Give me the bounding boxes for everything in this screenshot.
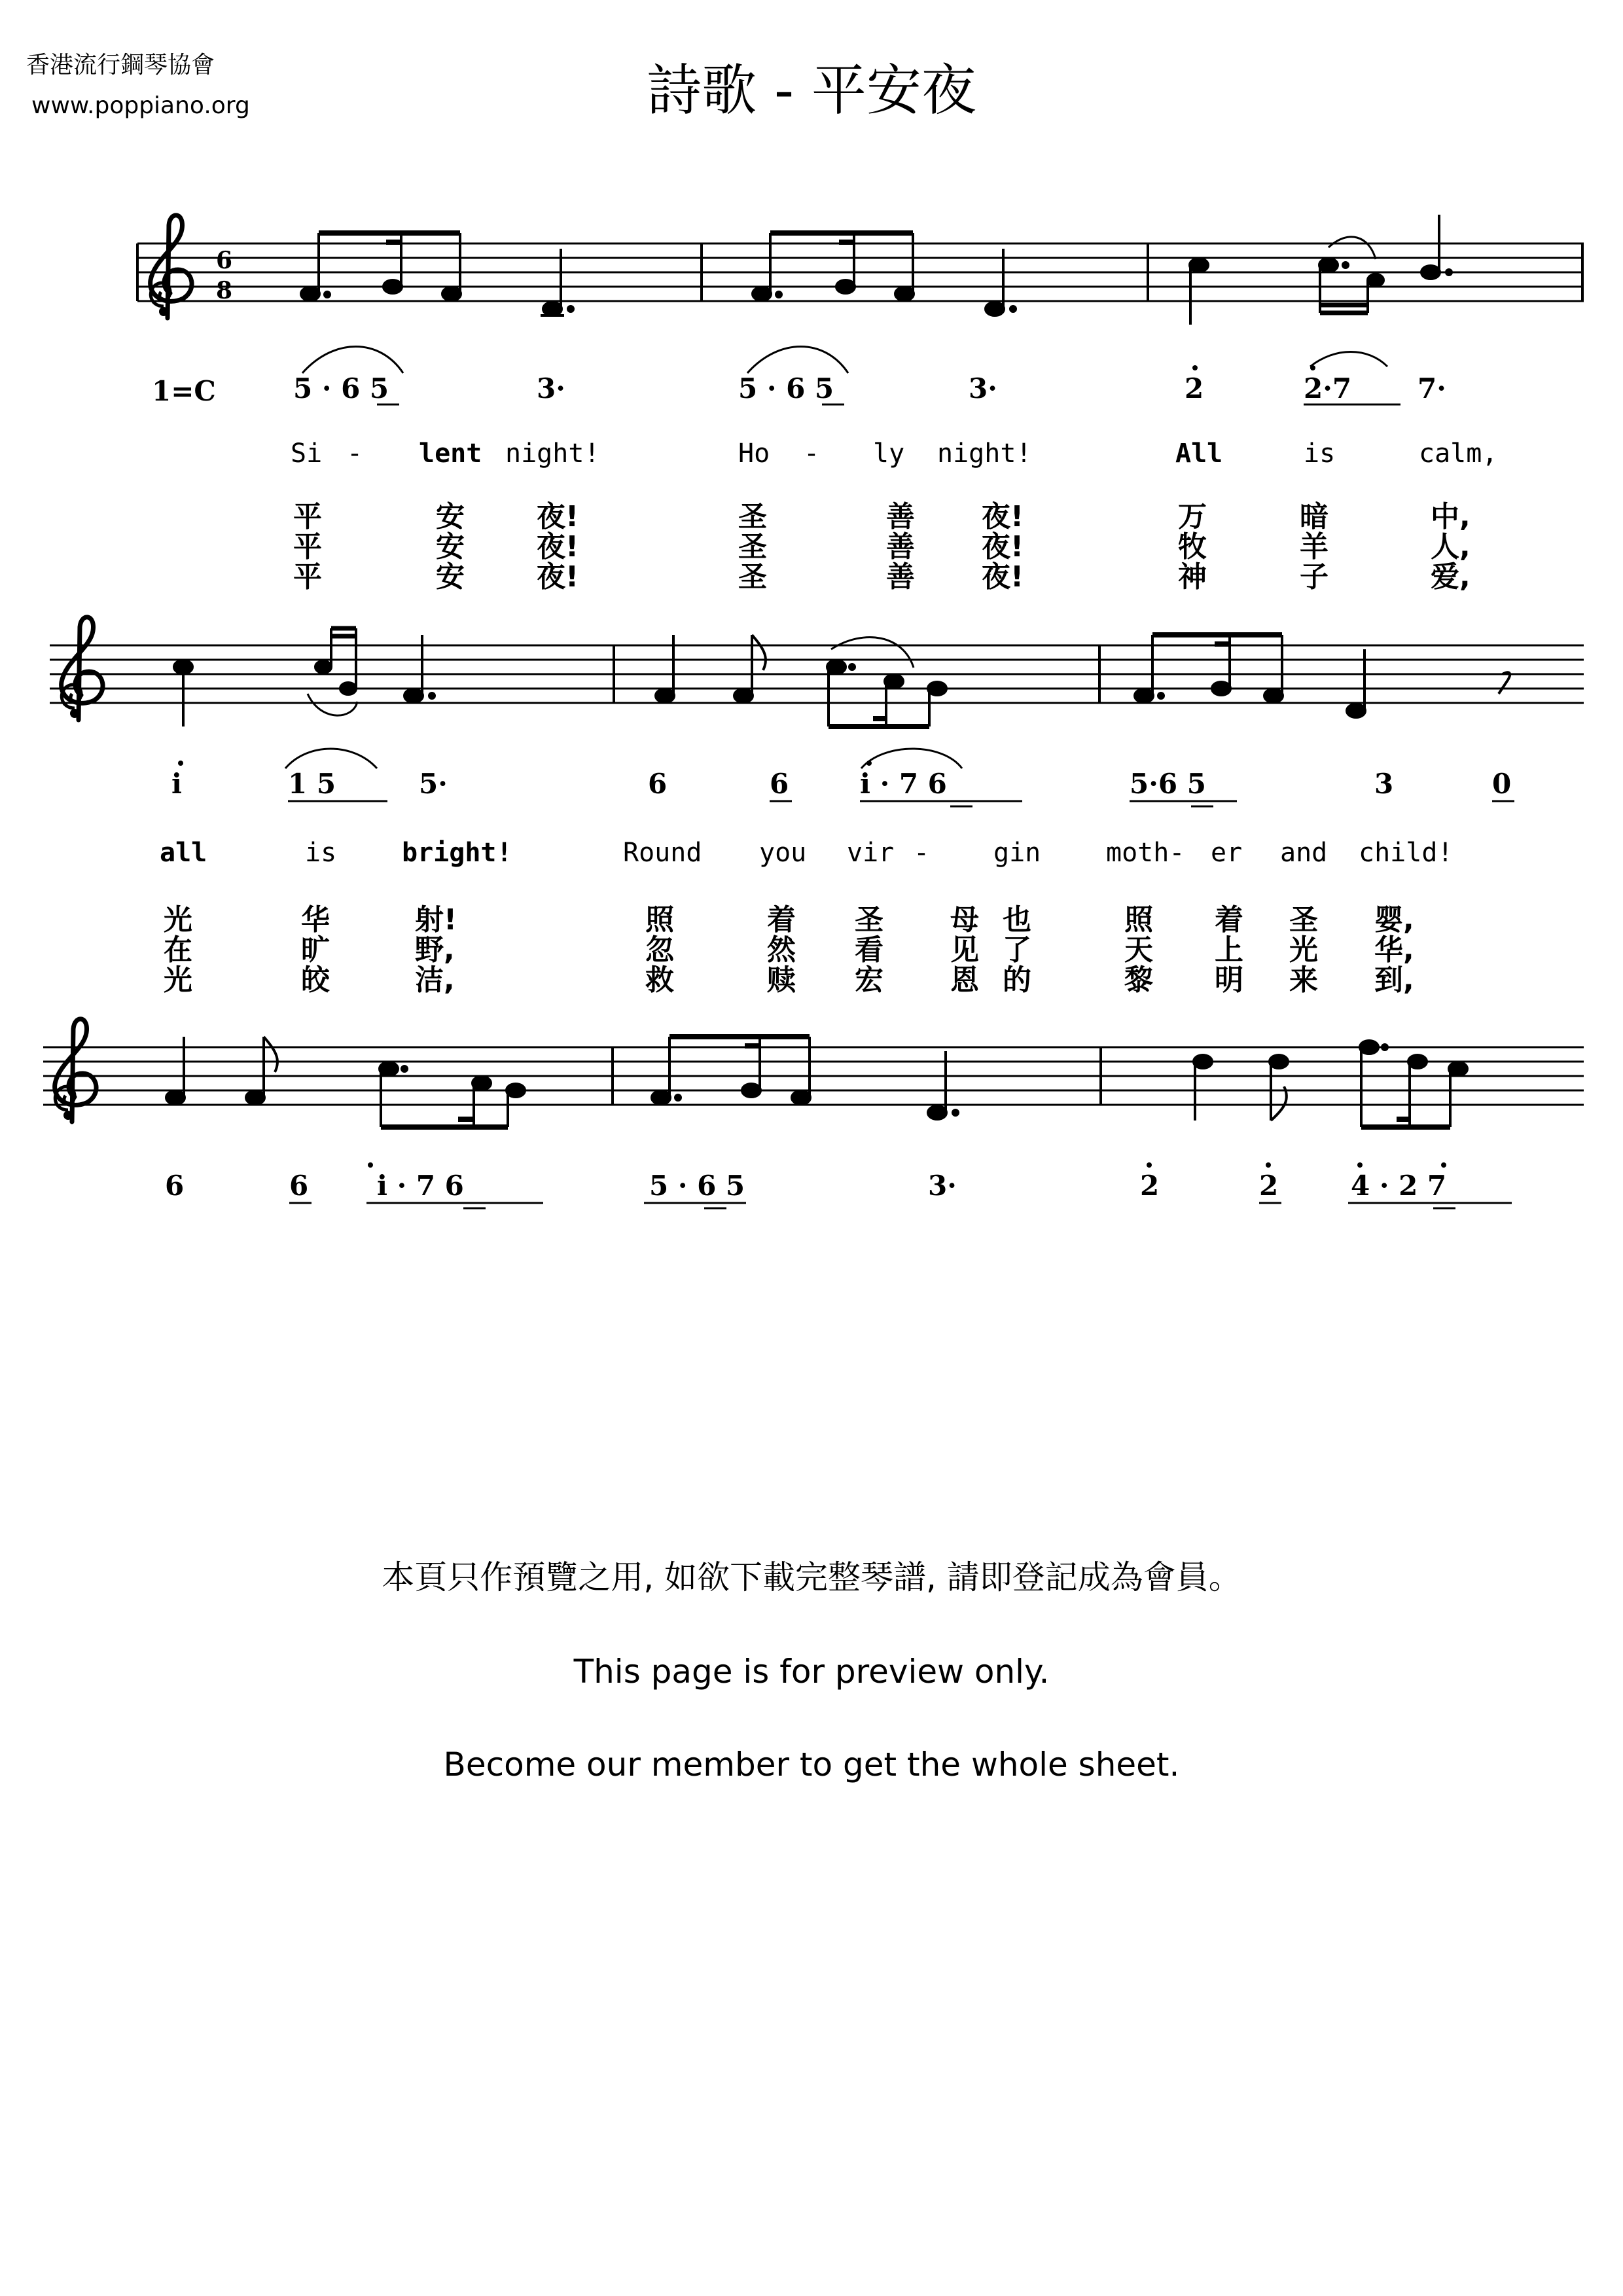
treble-clef-icon (62, 617, 103, 720)
lyric: 善 (886, 500, 915, 533)
lyric: 到, (1374, 963, 1414, 997)
lyric: bright! (402, 838, 512, 868)
jianpu-group: 6 (289, 1170, 309, 1202)
notes-measure-6 (1135, 635, 1510, 717)
jianpu-group: 7· (1418, 372, 1446, 404)
lyric: 皎 (301, 963, 330, 997)
jianpu-group: 2·7 (1304, 372, 1352, 404)
lyric: 夜! (982, 500, 1024, 533)
lyric: 洁, (415, 963, 455, 997)
page-title: 詩歌 - 平安夜 (647, 58, 976, 122)
lyric: 安 (436, 560, 465, 594)
lyric: is (305, 838, 337, 868)
staff-system-1 (137, 215, 1584, 594)
lyric: 恩 (950, 963, 979, 997)
jianpu-group: 3· (537, 372, 565, 404)
lyric: 来 (1289, 963, 1318, 997)
jianpu-group: 5 · 6 5 (293, 372, 389, 404)
jianpu-group: 3· (969, 372, 997, 404)
lyric: 夜! (537, 560, 579, 594)
notes-measure-7 (166, 1037, 525, 1127)
lyric: moth- (1106, 838, 1185, 868)
lyric: 黎 (1124, 963, 1153, 997)
preview-notice-chinese: 本頁只作預覽之用, 如欲下載完整琴譜, 請即登記成為會員。 (382, 1558, 1241, 1596)
lyric: 华, (1374, 933, 1414, 967)
lyric: Si (291, 439, 323, 469)
lyric: night! (937, 439, 1032, 469)
jianpu-group: i (171, 768, 182, 800)
lyric: 圣 (1289, 903, 1318, 937)
jianpu-group: i · 7 6 (860, 768, 947, 800)
notes-measure-8 (652, 1037, 958, 1119)
lyric: 暗 (1300, 500, 1329, 533)
lyric: 了 (1003, 933, 1031, 967)
lyric: 平 (293, 530, 322, 564)
lyric: 安 (436, 530, 465, 564)
notes-measure-3 (1190, 215, 1452, 325)
jianpu-group: 2 (1259, 1170, 1279, 1202)
lyric: lent (419, 439, 482, 469)
lyric: 夜! (982, 530, 1024, 564)
lyric: 然 (767, 933, 796, 967)
numbered-notation-3 (165, 1170, 1446, 1202)
lyric: 着 (1215, 903, 1243, 937)
lyric: 明 (1215, 963, 1243, 997)
lyric: gin (993, 838, 1041, 868)
lyric: 着 (767, 903, 796, 937)
preview-notice-english-1: This page is for preview only. (573, 1653, 1050, 1691)
time-signature-top: 6 (216, 247, 233, 274)
lyric: - (914, 838, 930, 868)
preview-notice-english-2: Become our member to get the whole sheet. (443, 1746, 1180, 1784)
lyric: 羊 (1300, 530, 1329, 564)
jianpu-group: 5· (419, 768, 448, 800)
lyric: 人, (1431, 530, 1471, 564)
lyric: you (759, 838, 807, 868)
site-name: 香港流行鋼琴協會 (26, 52, 215, 79)
notes-measure-4 (174, 628, 435, 726)
chinese-lyrics-2 (164, 903, 1414, 997)
lyric: 在 (164, 933, 192, 967)
lyric: 赎 (767, 963, 796, 997)
lyric: 野, (415, 933, 455, 967)
numbered-notation-1 (293, 372, 1446, 404)
english-lyrics-2 (160, 838, 1454, 868)
lyric: 平 (293, 560, 322, 594)
lyric: night! (505, 439, 600, 469)
lyric: child! (1359, 838, 1454, 868)
notes-measure-9 (1194, 1041, 1467, 1127)
jianpu-group: 1 5 (288, 768, 336, 800)
lyric: Ho (738, 439, 770, 469)
lyric: and (1280, 838, 1328, 868)
jianpu-group: 0 (1492, 768, 1512, 800)
jianpu-group: 3· (928, 1170, 957, 1202)
lyric: 华 (301, 903, 330, 937)
notes-measure-5 (656, 635, 946, 726)
lyric: 也 (1003, 903, 1031, 937)
lyric: 忽 (645, 933, 674, 967)
lyric: 看 (855, 933, 883, 967)
lyric: 光 (164, 903, 192, 937)
treble-clef-icon (151, 215, 192, 318)
lyric: er (1211, 838, 1243, 868)
chinese-lyrics-1 (293, 500, 1471, 594)
lyric: Round (623, 838, 702, 868)
staff-system-2 (50, 617, 1584, 997)
lyric: all (160, 838, 207, 868)
notes-measure-2 (753, 233, 1016, 315)
jianpu-group: 4 · 2 7 (1351, 1170, 1447, 1202)
jianpu-group: 5 · 6 5 (649, 1170, 745, 1202)
lyric: 万 (1178, 500, 1207, 533)
lyric: 救 (645, 963, 674, 997)
jianpu-group: 5 · 6 5 (738, 372, 834, 404)
lyric: 圣 (738, 530, 767, 564)
lyric: vir (847, 838, 895, 868)
lyric: 圣 (855, 903, 883, 937)
site-url[interactable]: www.poppiano.org (31, 92, 250, 119)
lyric: is (1304, 439, 1336, 469)
lyric: 圣 (738, 500, 767, 533)
lyric: 神 (1178, 560, 1207, 594)
jianpu-group: i · 7 6 (377, 1170, 464, 1202)
jianpu-group: 6 (648, 768, 668, 800)
lyric: - (347, 439, 363, 469)
lyric: 中, (1431, 500, 1471, 533)
jianpu-group: 2 (1185, 372, 1204, 404)
lyric: 子 (1300, 560, 1329, 594)
lyric: 平 (293, 500, 322, 533)
lyric: 宏 (855, 963, 883, 997)
lyric: 照 (645, 903, 674, 937)
lyric: 爱, (1431, 560, 1471, 594)
lyric: 婴, (1374, 903, 1414, 937)
numbered-notation-2 (171, 768, 1511, 800)
lyric: 夜! (537, 500, 579, 533)
lyric: 善 (886, 560, 915, 594)
lyric: calm, (1419, 439, 1498, 469)
jianpu-group: 5·6 5 (1130, 768, 1206, 800)
lyric: 见 (950, 933, 979, 967)
lyric: All (1175, 439, 1223, 469)
lyric: 射! (415, 903, 457, 937)
lyric: 牧 (1178, 530, 1207, 564)
lyric: 旷 (301, 933, 330, 967)
lyric: 照 (1124, 903, 1153, 937)
lyric: 安 (436, 500, 465, 533)
lyric: 光 (1289, 933, 1318, 967)
staff-system-3 (43, 1019, 1584, 1208)
lyric: 母 (950, 903, 979, 937)
jianpu-group: 3 (1374, 768, 1394, 800)
jianpu-group: 6 (770, 768, 789, 800)
lyric: 圣 (738, 560, 767, 594)
english-lyrics-1 (291, 439, 1497, 469)
lyric: 善 (886, 530, 915, 564)
lyric: 夜! (537, 530, 579, 564)
lyric: 天 (1124, 933, 1153, 967)
lyric: 的 (1003, 963, 1031, 997)
lyric: 夜! (982, 560, 1024, 594)
treble-clef-icon (55, 1019, 96, 1122)
time-signature-bottom: 8 (216, 277, 233, 304)
lyric: 光 (164, 963, 192, 997)
lyric: - (804, 439, 820, 469)
jianpu-group: 2 (1140, 1170, 1160, 1202)
jianpu-group: 6 (165, 1170, 185, 1202)
key-signature: 1=C (152, 375, 216, 407)
notes-measure-1 (301, 233, 573, 315)
lyric: ly (873, 439, 905, 469)
lyric: 上 (1215, 933, 1243, 967)
